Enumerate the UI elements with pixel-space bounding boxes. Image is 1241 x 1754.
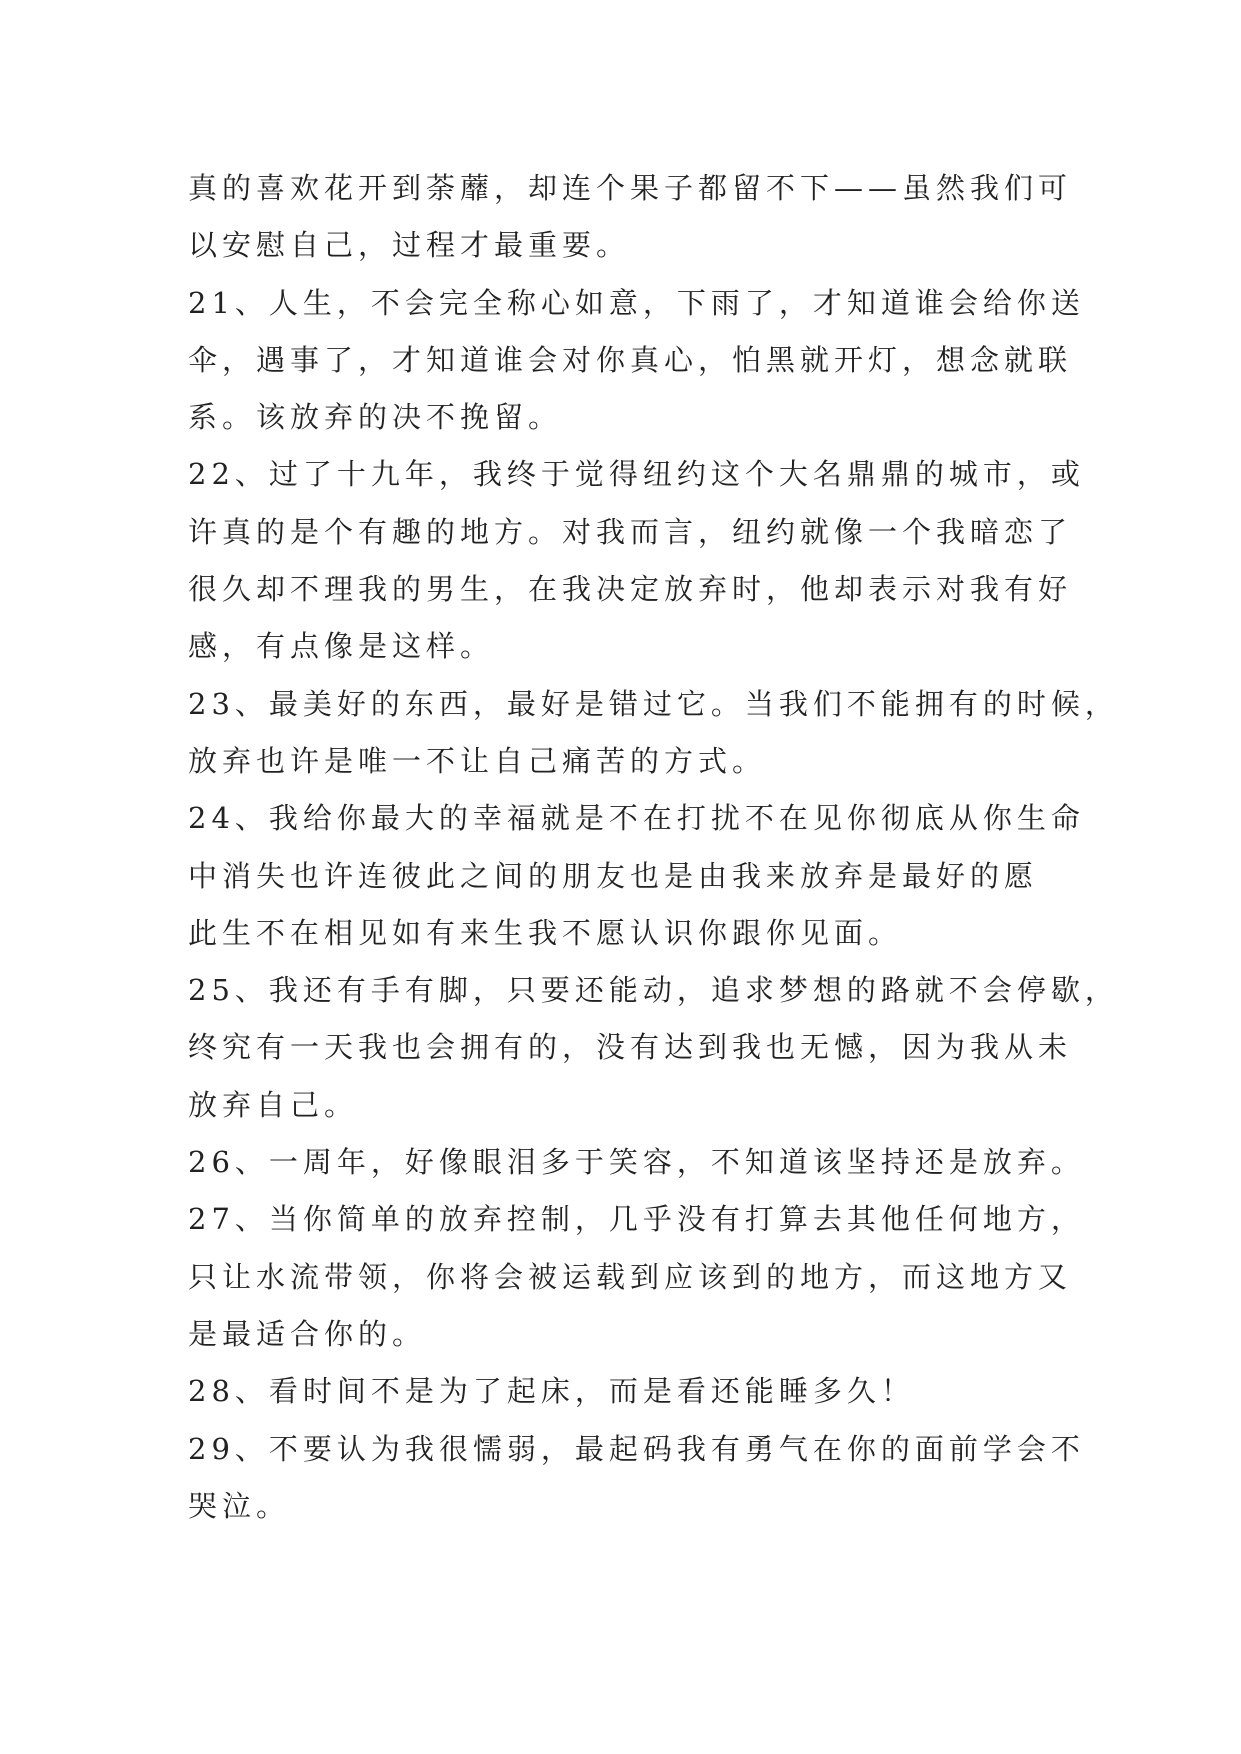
text-line: 伞，遇事了，才知道谁会对你真心，怕黑就开灯，想念就联 [188, 342, 1073, 377]
text-line: 26、一周年，好像眼泪多于笑容，不知道该坚持还是放弃。 [188, 1145, 1085, 1180]
text-line: 22、过了十九年，我终于觉得纽约这个大名鼎鼎的城市，或 [188, 457, 1085, 492]
text-line: 28、看时间不是为了起床，而是看还能睡多久！ [188, 1374, 915, 1409]
text-line: 此生不在相见如有来生我不愿认识你跟你见面。 [188, 915, 903, 950]
text-line: 27、当你简单的放弃控制，几乎没有打算去其他任何地方， [188, 1202, 1085, 1237]
text-line: 中消失也许连彼此之间的朋友也是由我来放弃是最好的愿 [188, 858, 1039, 893]
text-line: 感，有点像是这样。 [188, 629, 495, 664]
text-line: 哭泣。 [188, 1488, 291, 1523]
text-line: 24、我给你最大的幸福就是不在打扰不在见你彻底从你生命 [188, 801, 1085, 836]
text-line: 以安慰自己，过程才最重要。 [188, 228, 631, 263]
text-line: 真的喜欢花开到荼蘼，却连个果子都留不下——虽然我们可 [188, 171, 1073, 205]
text-line: 是最适合你的。 [188, 1316, 427, 1351]
text-line: 许真的是个有趣的地方。对我而言，纽约就像一个我暗恋了 [188, 514, 1073, 549]
text-line: 21、人生，不会完全称心如意，下雨了，才知道谁会给你送 [188, 285, 1085, 320]
text-line: 终究有一天我也会拥有的，没有达到我也无憾，因为我从未 [188, 1030, 1073, 1065]
text-line: 25、我还有手有脚，只要还能动，追求梦想的路就不会停歇， [188, 973, 1119, 1008]
text-line: 放弃自己。 [188, 1087, 359, 1122]
document-body [188, 160, 1119, 1535]
text-line: 23、最美好的东西，最好是错过它。当我们不能拥有的时候， [188, 686, 1119, 721]
text-line: 29、不要认为我很懦弱，最起码我有勇气在你的面前学会不 [188, 1431, 1085, 1466]
text-line: 放弃也许是唯一不让自己痛苦的方式。 [188, 743, 767, 778]
text-line: 只让水流带领，你将会被运载到应该到的地方，而这地方又 [188, 1259, 1073, 1294]
text-line: 系。该放弃的决不挽留。 [188, 400, 563, 435]
text-line: 很久却不理我的男生，在我决定放弃时，他却表示对我有好 [188, 572, 1073, 607]
